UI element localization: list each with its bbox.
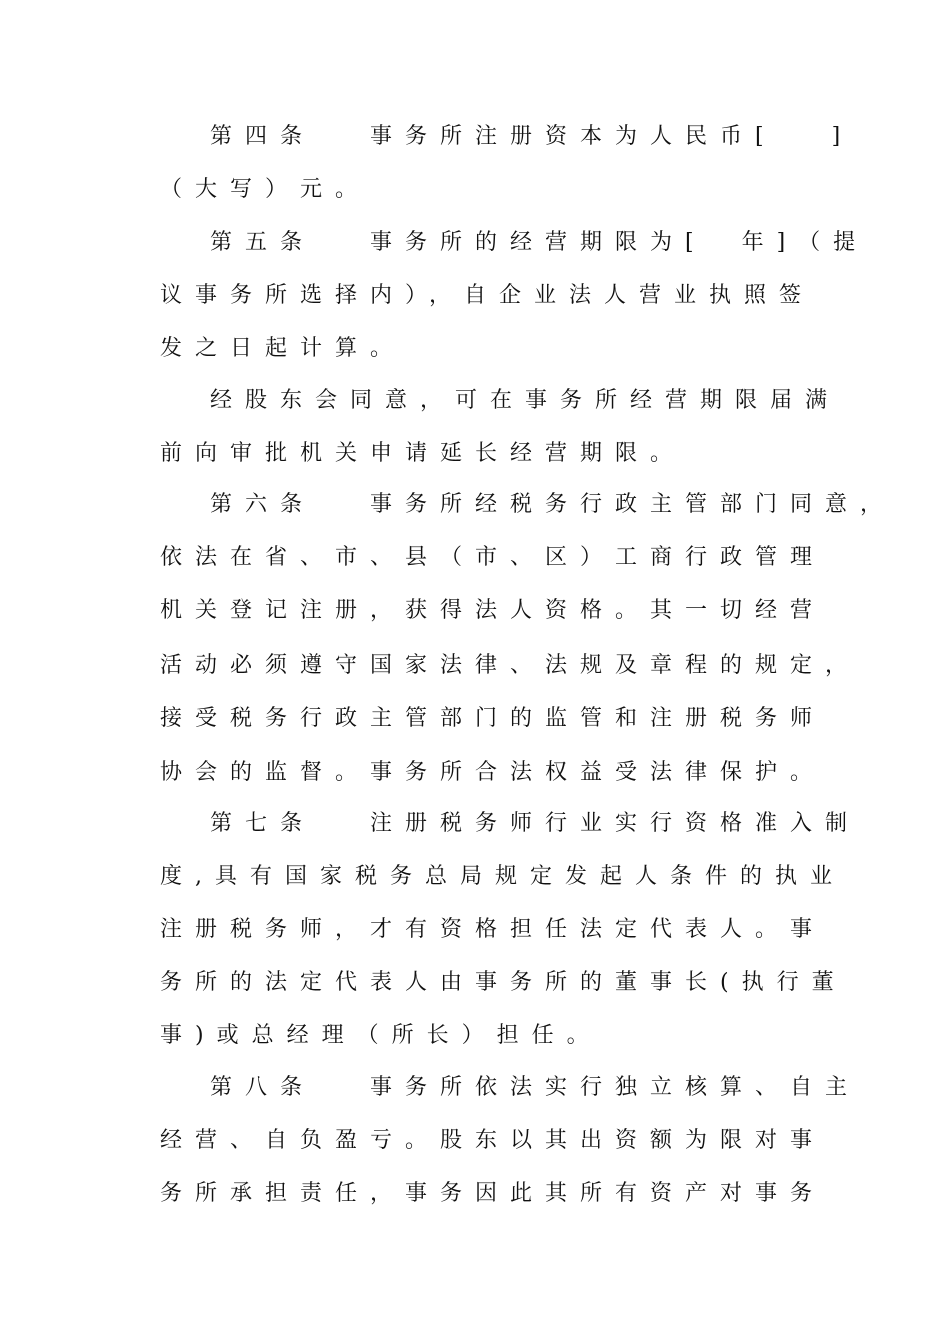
article-5-para-2-line-2: 前向审批机关申请延长经营期限。 [160, 441, 686, 466]
article-5-line-1: 第五条 事务所的经营期限为[ 年]（提 [210, 230, 869, 255]
article-8-line-2: 经营、自负盈亏。股东以其出资额为限对事 [160, 1128, 826, 1153]
article-5-line-2: 议事务所选择内），自企业法人营业执照签 [160, 283, 815, 308]
article-8-line-3: 务所承担责任，事务因此其所有资产对事务 [160, 1181, 826, 1206]
article-6-line-1: 第六条 事务所经税务行政主管部门同意， [210, 492, 895, 517]
article-7-line-4: 务所的法定代表人由事务所的董事长(执行董 [160, 970, 847, 995]
article-7-line-2: 度,具有国家税务总局规定发起人条件的执业 [160, 864, 845, 889]
article-7-line-3: 注册税务师，才有资格担任法定代表人。事 [160, 917, 826, 942]
article-4-line-2: （大写）元。 [160, 177, 371, 202]
article-7-line-5: 事)或总经理（所长）担任。 [160, 1023, 602, 1048]
article-5-line-3: 发之日起计算。 [160, 336, 406, 361]
article-6-line-5: 接受税务行政主管部门的监管和注册税务师 [160, 706, 826, 731]
article-6-line-4: 活动必须遵守国家法律、法规及章程的规定， [160, 653, 861, 678]
article-5-para-2-line-1: 经股东会同意，可在事务所经营期限届满 [210, 388, 841, 413]
article-7-line-1: 第七条 注册税务师行业实行资格准入制 [210, 811, 860, 836]
article-8-line-1: 第八条 事务所依法实行独立核算、自主 [210, 1075, 860, 1100]
article-4-line-1: 第四条 事务所注册资本为人民币[ ] [210, 124, 854, 149]
article-6-line-6: 协会的监督。事务所合法权益受法律保护。 [160, 760, 826, 785]
article-6-line-3: 机关登记注册，获得法人资格。其一切经营 [160, 598, 826, 623]
article-6-line-2: 依法在省、市、县（市、区）工商行政管理 [160, 545, 826, 570]
